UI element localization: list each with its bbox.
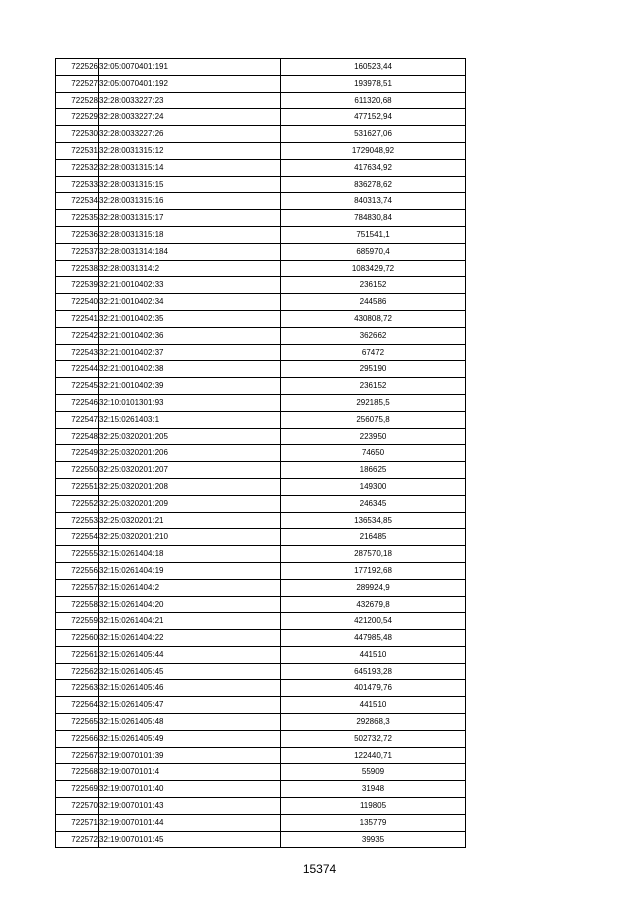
cadastral-number-cell: 32:28:0031314:2: [99, 260, 281, 277]
cadastral-value-cell: 186625: [281, 462, 466, 479]
table-row: [56, 445, 466, 462]
cadastral-number-cell: 32:28:0033227:23: [99, 92, 281, 109]
row-number-cell: 722526: [56, 59, 99, 76]
cadastral-value-cell: 1729048,92: [281, 142, 466, 159]
table-row: [56, 75, 466, 92]
cadastral-number-cell: 32:19:0070101:44: [99, 814, 281, 831]
table-row: [56, 798, 466, 815]
table-row: [56, 697, 466, 714]
cadastral-number-cell: 32:28:0031315:14: [99, 159, 281, 176]
cadastral-value-cell: 645193,28: [281, 663, 466, 680]
row-number-cell: 722569: [56, 781, 99, 798]
row-number-cell: 722547: [56, 411, 99, 428]
row-number-cell: 722566: [56, 730, 99, 747]
cadastral-value-cell: 223950: [281, 428, 466, 445]
cadastral-value-cell: 122440,71: [281, 747, 466, 764]
cadastral-number-cell: 32:15:0261405:48: [99, 714, 281, 731]
cadastral-number-cell: 32:21:0010402:39: [99, 378, 281, 395]
row-number-cell: 722540: [56, 294, 99, 311]
cadastral-value-cell: 135779: [281, 814, 466, 831]
cadastral-number-cell: 32:15:0261405:49: [99, 730, 281, 747]
cadastral-number-cell: 32:25:0320201:21: [99, 512, 281, 529]
cadastral-value-cell: 421200,54: [281, 613, 466, 630]
cadastral-value-cell: 685970,4: [281, 243, 466, 260]
cadastral-value-cell: 74650: [281, 445, 466, 462]
cadastral-value-cell: 441510: [281, 697, 466, 714]
table-row: [56, 294, 466, 311]
row-number-cell: 722539: [56, 277, 99, 294]
row-number-cell: 722558: [56, 596, 99, 613]
table-row: [56, 478, 466, 495]
cadastral-value-cell: 751541,1: [281, 226, 466, 243]
cadastral-value-cell: 236152: [281, 277, 466, 294]
row-number-cell: 722564: [56, 697, 99, 714]
table-row: [56, 680, 466, 697]
row-number-cell: 722571: [56, 814, 99, 831]
row-number-cell: 722555: [56, 546, 99, 563]
cadastral-number-cell: 32:21:0010402:33: [99, 277, 281, 294]
cadastral-number-cell: 32:21:0010402:36: [99, 327, 281, 344]
cadastral-number-cell: 32:25:0320201:209: [99, 495, 281, 512]
cadastral-value-cell: 236152: [281, 378, 466, 395]
cadastral-number-cell: 32:25:0320201:208: [99, 478, 281, 495]
cadastral-value-cell: 67472: [281, 344, 466, 361]
row-number-cell: 722534: [56, 193, 99, 210]
row-number-cell: 722552: [56, 495, 99, 512]
cadastral-value-cell: 840313,74: [281, 193, 466, 210]
cadastral-number-cell: 32:15:0261404:20: [99, 596, 281, 613]
row-number-cell: 722556: [56, 562, 99, 579]
row-number-cell: 722542: [56, 327, 99, 344]
cadastral-value-cell: 502732,72: [281, 730, 466, 747]
table-body: [56, 59, 466, 848]
table-row: [56, 529, 466, 546]
row-number-cell: 722563: [56, 680, 99, 697]
row-number-cell: 722570: [56, 798, 99, 815]
table-row: [56, 394, 466, 411]
cadastral-value-cell: 55909: [281, 764, 466, 781]
cadastral-value-cell: 292185,5: [281, 394, 466, 411]
table-row: [56, 596, 466, 613]
row-number-cell: 722545: [56, 378, 99, 395]
table-row: [56, 126, 466, 143]
row-number-cell: 722560: [56, 630, 99, 647]
row-number-cell: 722568: [56, 764, 99, 781]
cadastral-value-cell: 160523,44: [281, 59, 466, 76]
cadastral-number-cell: 32:28:0033227:26: [99, 126, 281, 143]
cadastral-number-cell: 32:15:0261404:19: [99, 562, 281, 579]
cadastral-value-cell: 216485: [281, 529, 466, 546]
cadastral-value-cell: 136534,85: [281, 512, 466, 529]
row-number-cell: 722551: [56, 478, 99, 495]
row-number-cell: 722546: [56, 394, 99, 411]
cadastral-value-cell: 401479,76: [281, 680, 466, 697]
table-row: [56, 226, 466, 243]
row-number-cell: 722561: [56, 646, 99, 663]
cadastral-number-cell: 32:15:0261405:45: [99, 663, 281, 680]
cadastral-number-cell: 32:19:0070101:39: [99, 747, 281, 764]
cadastral-number-cell: 32:21:0010402:34: [99, 294, 281, 311]
cadastral-number-cell: 32:28:0031315:18: [99, 226, 281, 243]
row-number-cell: 722565: [56, 714, 99, 731]
cadastral-number-cell: 32:28:0031315:12: [99, 142, 281, 159]
table-row: [56, 159, 466, 176]
row-number-cell: 722550: [56, 462, 99, 479]
table-row: [56, 176, 466, 193]
cadastral-number-cell: 32:21:0010402:38: [99, 361, 281, 378]
row-number-cell: 722562: [56, 663, 99, 680]
row-number-cell: 722531: [56, 142, 99, 159]
cadastral-value-table: [55, 58, 466, 848]
cadastral-number-cell: 32:15:0261404:21: [99, 613, 281, 630]
cadastral-value-cell: 1083429,72: [281, 260, 466, 277]
cadastral-value-cell: 287570,18: [281, 546, 466, 563]
cadastral-value-cell: 531627,06: [281, 126, 466, 143]
cadastral-value-cell: 430808,72: [281, 310, 466, 327]
table-row: [56, 109, 466, 126]
row-number-cell: 722543: [56, 344, 99, 361]
table-row: [56, 495, 466, 512]
cadastral-number-cell: 32:15:0261403:1: [99, 411, 281, 428]
cadastral-number-cell: 32:28:0031314:184: [99, 243, 281, 260]
row-number-cell: 722544: [56, 361, 99, 378]
row-number-cell: 722541: [56, 310, 99, 327]
cadastral-value-cell: 611320,68: [281, 92, 466, 109]
row-number-cell: 722533: [56, 176, 99, 193]
table-row: [56, 613, 466, 630]
cadastral-number-cell: 32:25:0320201:210: [99, 529, 281, 546]
row-number-cell: 722557: [56, 579, 99, 596]
table-row: [56, 193, 466, 210]
cadastral-value-cell: 477152,94: [281, 109, 466, 126]
cadastral-number-cell: 32:21:0010402:35: [99, 310, 281, 327]
row-number-cell: 722559: [56, 613, 99, 630]
table-row: [56, 210, 466, 227]
cadastral-value-cell: 193978,51: [281, 75, 466, 92]
table-row: [56, 277, 466, 294]
table-row: [56, 814, 466, 831]
cadastral-value-cell: 119805: [281, 798, 466, 815]
table-row: [56, 411, 466, 428]
table-row: [56, 327, 466, 344]
table-row: [56, 310, 466, 327]
row-number-cell: 722536: [56, 226, 99, 243]
table-row: [56, 142, 466, 159]
page-number: 15374: [302, 862, 337, 876]
table-row: [56, 630, 466, 647]
row-number-cell: 722553: [56, 512, 99, 529]
table-row: [56, 344, 466, 361]
cadastral-value-cell: 289924,9: [281, 579, 466, 596]
cadastral-number-cell: 32:19:0070101:40: [99, 781, 281, 798]
cadastral-number-cell: 32:19:0070101:43: [99, 798, 281, 815]
table-row: [56, 562, 466, 579]
table-row: [56, 243, 466, 260]
cadastral-value-cell: 362662: [281, 327, 466, 344]
table-row: [56, 714, 466, 731]
cadastral-value-cell: 441510: [281, 646, 466, 663]
cadastral-value-cell: 149300: [281, 478, 466, 495]
cadastral-value-cell: 244586: [281, 294, 466, 311]
cadastral-number-cell: 32:21:0010402:37: [99, 344, 281, 361]
cadastral-number-cell: 32:15:0261405:46: [99, 680, 281, 697]
table-row: [56, 92, 466, 109]
cadastral-value-cell: 447985,48: [281, 630, 466, 647]
table-row: [56, 781, 466, 798]
cadastral-number-cell: 32:19:0070101:45: [99, 831, 281, 848]
cadastral-number-cell: 32:28:0033227:24: [99, 109, 281, 126]
table-row: [56, 747, 466, 764]
cadastral-number-cell: 32:15:0261405:44: [99, 646, 281, 663]
row-number-cell: 722538: [56, 260, 99, 277]
row-number-cell: 722535: [56, 210, 99, 227]
cadastral-number-cell: 32:10:0101301:93: [99, 394, 281, 411]
cadastral-number-cell: 32:15:0261404:2: [99, 579, 281, 596]
cadastral-number-cell: 32:15:0261404:22: [99, 630, 281, 647]
table-row: [56, 59, 466, 76]
table-row: [56, 378, 466, 395]
row-number-cell: 722537: [56, 243, 99, 260]
cadastral-number-cell: 32:25:0320201:205: [99, 428, 281, 445]
cadastral-value-cell: 836278,62: [281, 176, 466, 193]
cadastral-value-cell: 246345: [281, 495, 466, 512]
table-row: [56, 546, 466, 563]
row-number-cell: 722529: [56, 109, 99, 126]
row-number-cell: 722527: [56, 75, 99, 92]
cadastral-number-cell: 32:25:0320201:206: [99, 445, 281, 462]
cadastral-number-cell: 32:15:0261405:47: [99, 697, 281, 714]
cadastral-number-cell: 32:25:0320201:207: [99, 462, 281, 479]
cadastral-number-cell: 32:15:0261404:18: [99, 546, 281, 563]
cadastral-number-cell: 32:05:0070401:191: [99, 59, 281, 76]
row-number-cell: 722572: [56, 831, 99, 848]
row-number-cell: 722528: [56, 92, 99, 109]
cadastral-value-cell: 292868,3: [281, 714, 466, 731]
table-row: [56, 512, 466, 529]
cadastral-value-cell: 31948: [281, 781, 466, 798]
cadastral-value-cell: 784830,84: [281, 210, 466, 227]
table-row: [56, 260, 466, 277]
table-row: [56, 831, 466, 848]
row-number-cell: 722567: [56, 747, 99, 764]
table-row: [56, 646, 466, 663]
cadastral-value-cell: 256075,8: [281, 411, 466, 428]
cadastral-value-cell: 432679,8: [281, 596, 466, 613]
table-row: [56, 730, 466, 747]
row-number-cell: 722548: [56, 428, 99, 445]
cadastral-value-cell: 39935: [281, 831, 466, 848]
cadastral-number-cell: 32:19:0070101:4: [99, 764, 281, 781]
cadastral-number-cell: 32:28:0031315:16: [99, 193, 281, 210]
row-number-cell: 722530: [56, 126, 99, 143]
cadastral-value-cell: 177192,68: [281, 562, 466, 579]
table-row: [56, 663, 466, 680]
cadastral-number-cell: 32:28:0031315:17: [99, 210, 281, 227]
table-row: [56, 462, 466, 479]
cadastral-number-cell: 32:05:0070401:192: [99, 75, 281, 92]
table-row: [56, 428, 466, 445]
row-number-cell: 722532: [56, 159, 99, 176]
cadastral-value-cell: 417634,92: [281, 159, 466, 176]
table-row: [56, 764, 466, 781]
cadastral-value-cell: 295190: [281, 361, 466, 378]
row-number-cell: 722554: [56, 529, 99, 546]
cadastral-number-cell: 32:28:0031315:15: [99, 176, 281, 193]
table-row: [56, 361, 466, 378]
table-row: [56, 579, 466, 596]
row-number-cell: 722549: [56, 445, 99, 462]
